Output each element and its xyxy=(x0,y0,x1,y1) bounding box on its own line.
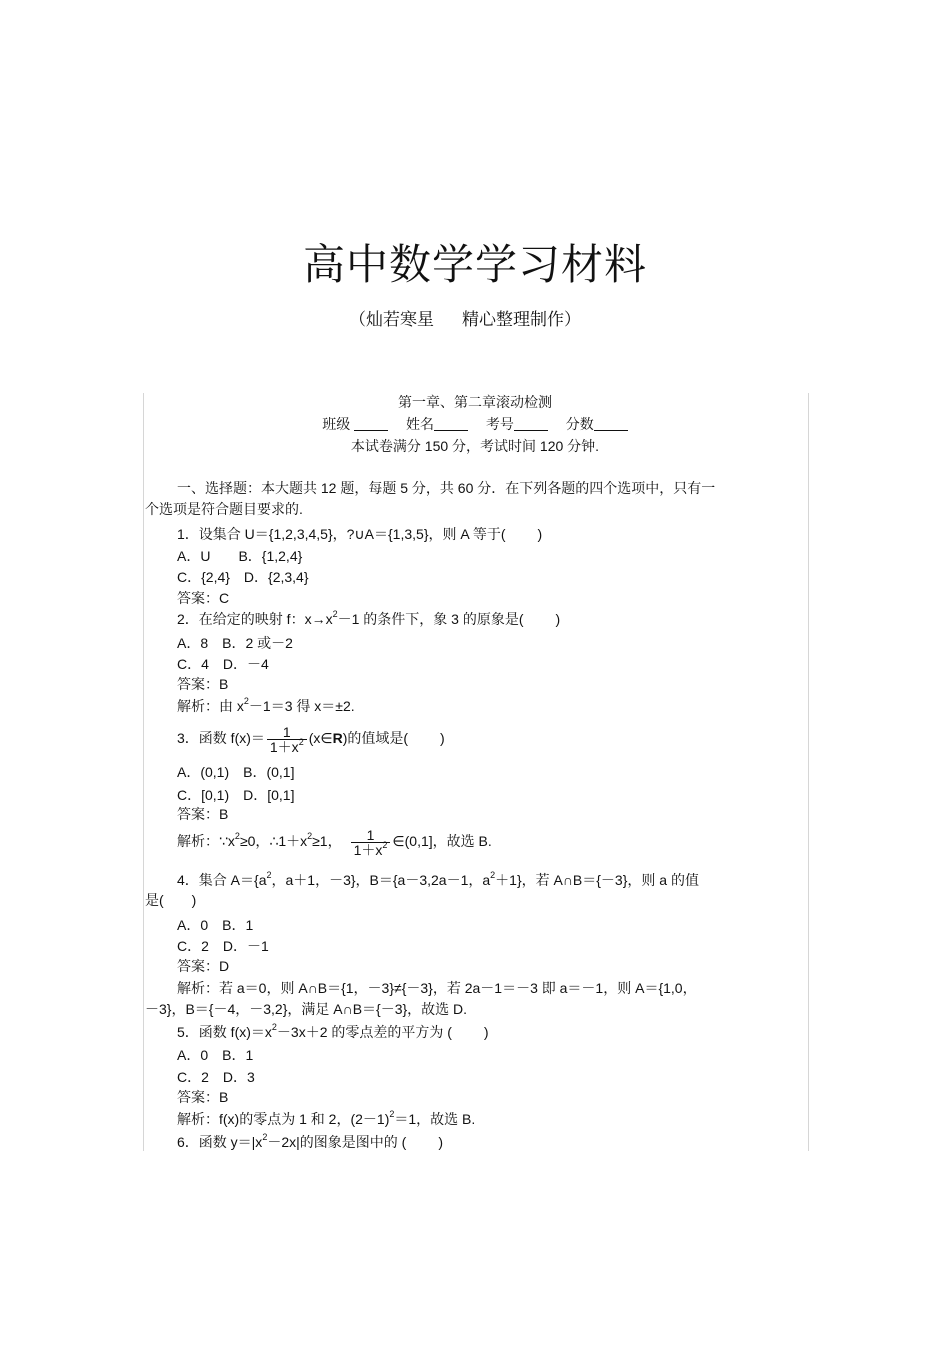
name-blank[interactable] xyxy=(434,418,468,431)
question-6: 6．函数 $y=|x^2-2x|$的图象是图中的 ( ) xyxy=(177,1132,443,1150)
q2-analysis: 解析：由 $x^2-1=3$ 得 x＝±2. xyxy=(177,696,355,714)
q5-options-ab: A．0 B．1 xyxy=(177,1047,254,1063)
fraction: $\frac{1}{1+x^2}$ xyxy=(351,828,391,857)
q1-options-ab: A．U B．{1,2,4} xyxy=(177,548,303,564)
fraction: $\frac{1}{1+x^2}$ xyxy=(267,725,307,754)
q5-options-cd: C．2 D．3 xyxy=(177,1069,255,1085)
class-blank[interactable] xyxy=(354,418,388,431)
exam-title: 第一章、第二章滚动检测 xyxy=(398,394,552,410)
q1-options-cd: C．{2,4} D．{2,3,4} xyxy=(177,569,309,585)
q1-answer: 答案：C xyxy=(177,590,230,606)
section-intro: 一、选择题：本大题共 12 题，每题 5 分，共 60 分．在下列各题的四个选项中，只有一 xyxy=(177,480,716,496)
question-1: 1．设集合 U＝{1,2,3,4,5}，?∪A＝{1,3,5}，则 A 等于( ) xyxy=(177,526,543,542)
q5-analysis: 解析：f(x)的零点为 1 和 2，$(2-1)^2=1$，故选 B. xyxy=(177,1109,476,1127)
q5-answer: 答案：B xyxy=(177,1089,229,1105)
q4-answer: 答案：D xyxy=(177,958,230,974)
q3-answer: 答案：B xyxy=(177,806,229,822)
question-2: 2．在给定的映射 f：$x\to x^2-1$ 的条件下，象 3 的原象是( ) xyxy=(177,609,561,627)
q4-options-ab: A．0 B．1 xyxy=(177,917,254,933)
question-4-cont: 是( ) xyxy=(145,892,197,908)
score-blank[interactable] xyxy=(594,418,628,431)
question-5: 5．函数 $f(x)=x^2-3x+2$ 的零点差的平方为 ( ) xyxy=(177,1022,489,1040)
q4-analysis: 解析：若 a＝0，则 A∩B＝{1，－3}≠{－3}，若 2a－1＝－3 即 a＝－1，则 A＝{1,0， xyxy=(177,980,697,996)
student-info-line: 班级 姓名 考号 分数 xyxy=(143,415,807,433)
q4-options-cd: C．2 D．－1 xyxy=(177,938,269,954)
q3-analysis: 解析：$\because x^2\ge 0$，$\therefore 1+x^2\ge 1$， $\frac{1}{1+x^2}$ ∈(0,1]，故选 B. xyxy=(177,826,492,858)
page-title: 高中数学学习材料 xyxy=(302,240,647,289)
q2-options-ab: A．8 B．2 或－2 xyxy=(177,635,293,651)
q3-options-cd: C．[0,1) D．[0,1] xyxy=(177,787,295,803)
q3-options-ab: A．(0,1) B．(0,1] xyxy=(177,764,295,780)
exam-note: 本试卷满分 150 分，考试时间 120 分钟. xyxy=(350,438,600,454)
number-blank[interactable] xyxy=(514,418,548,431)
q2-options-cd: C．4 D．－4 xyxy=(177,656,269,672)
section-intro-cont: 个选项是符合题目要求的. xyxy=(145,501,303,517)
question-4: 4．集合 $A=\{a^2$，a＋1，－3}，B＝{a－3,2a－1，$a^2+1$}，若 A∩B＝{－3}，则 a 的值 xyxy=(177,870,699,888)
page-subtitle: （灿若寒星 精心整理制作） xyxy=(349,310,581,329)
q4-analysis-cont: －3}，B＝{－4，－3,2}，满足 A∩B＝{－3}，故选 D. xyxy=(145,1001,468,1017)
question-3: 3．函数 f(x)＝ $\frac{1}{1+x^2}$ (x∈R)的值域是( ) xyxy=(177,723,445,755)
q2-answer: 答案：B xyxy=(177,676,229,692)
